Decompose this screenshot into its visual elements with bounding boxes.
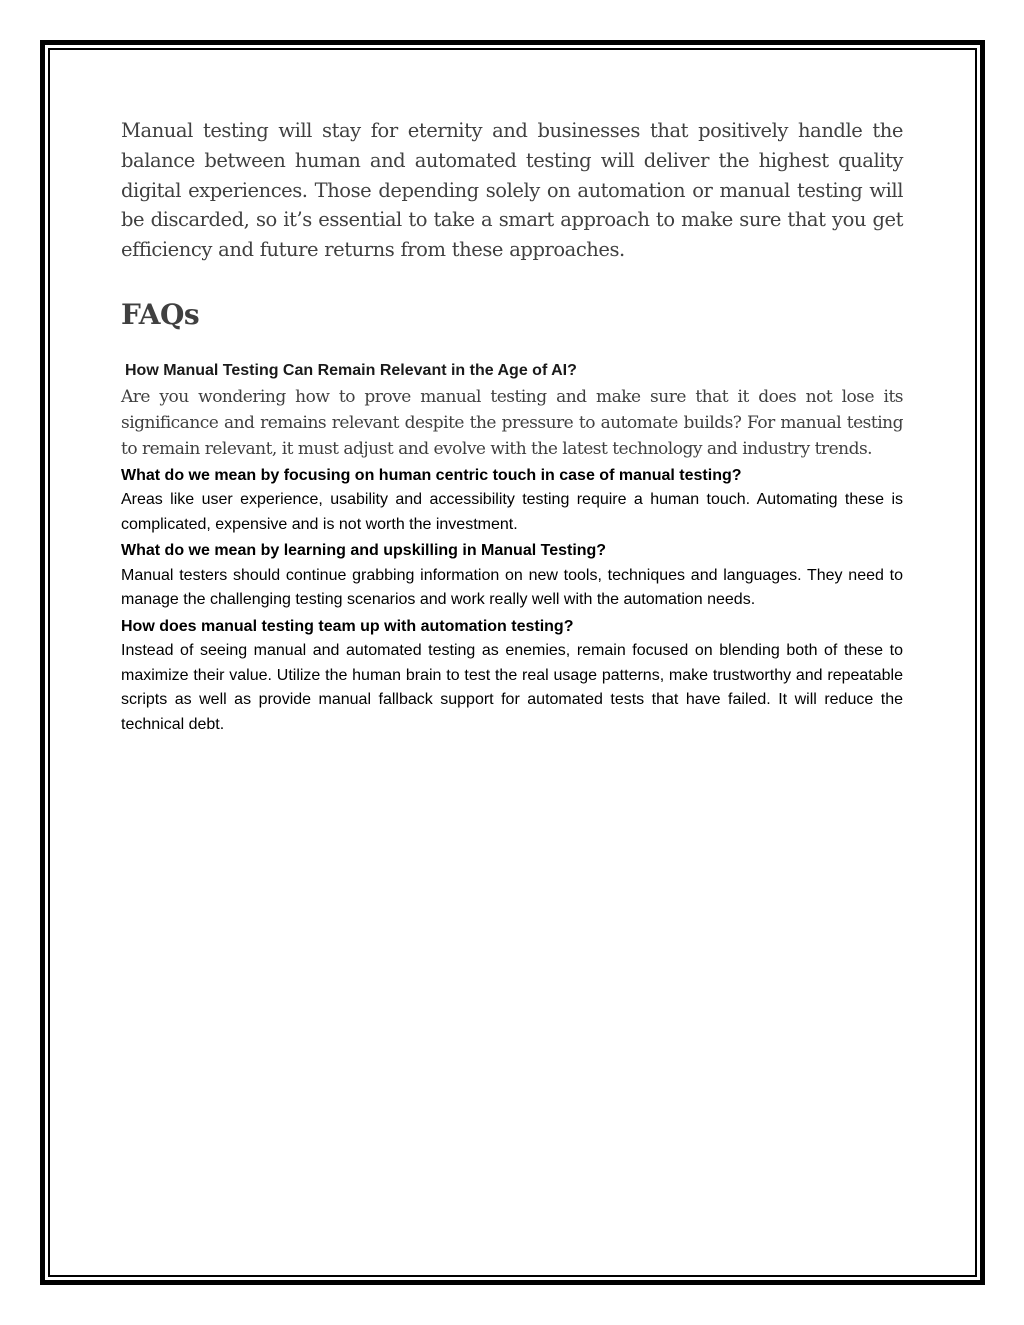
faq-answer-4: Instead of seeing manual and automated testing as enemies, remain focused on blending both of these to maximize their value. Utilize the human brain to test the real usage patterns, make trustworthy and repeatable scripts as well as provide manual fallback support for automated tests that have failed. It will reduce the technical debt. bbox=[121, 642, 903, 733]
faq-question-1: How Manual Testing Can Remain Relevant in the Age of AI? bbox=[125, 361, 577, 379]
faq-answer-1: Are you wondering how to prove manual testing and make sure that it does not lose its significance and remains relevant despite the pressure to automate builds? For manual testing to remain relevant, it must adjust and evolve with the latest technology and industry trends. bbox=[121, 386, 903, 459]
document-body bbox=[121, 116, 903, 737]
faq-heading: FAQs bbox=[121, 297, 200, 331]
faq-answer-2: Areas like user experience, usability and accessibility testing require a human touch. Automating these is complicated, expensive and is not worth the investment. bbox=[121, 491, 903, 533]
faq-answer-3: Manual testers should continue grabbing information on new tools, techniques and languages. They need to manage the challenging testing scenarios and work really well with the automation needs. bbox=[121, 566, 903, 609]
faq-question-4: How does manual testing team up with automation testing? bbox=[121, 617, 574, 635]
intro-paragraph: Manual testing will stay for eternity and businesses that positively handle the balance between human and automated testing will deliver the highest quality digital experiences. Those depending solely on automation or manual testing will be discarded, so it’s essential to take a smart approach to make sure that you get efficiency and future returns from these approaches. bbox=[121, 119, 903, 262]
faq-question-3: What do we mean by learning and upskilling in Manual Testing? bbox=[121, 542, 607, 560]
faq-question-2: What do we mean by focusing on human centric touch in case of manual testing? bbox=[121, 466, 742, 484]
